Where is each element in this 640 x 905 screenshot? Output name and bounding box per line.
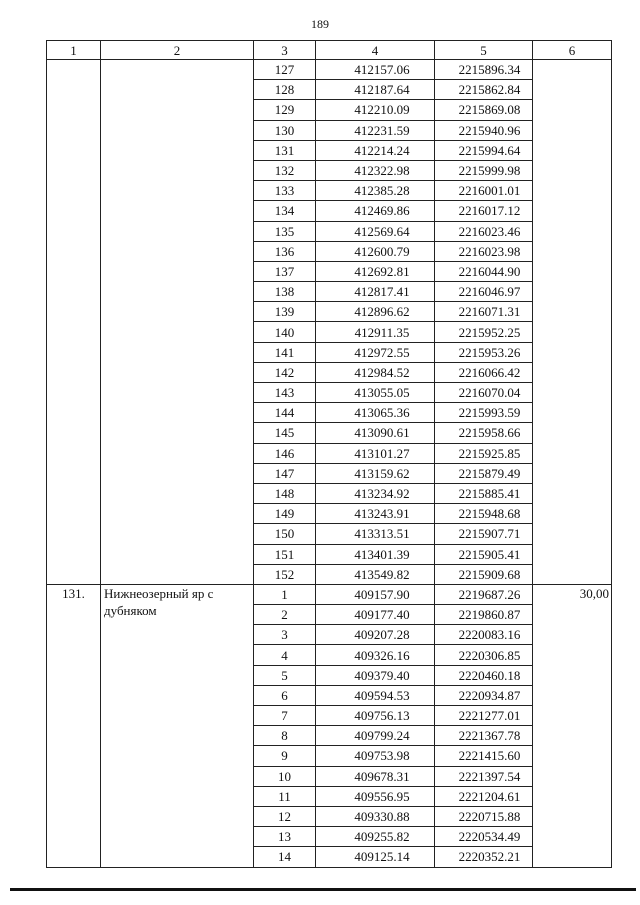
point-number: 11 xyxy=(254,786,316,806)
coord-y: 2219687.26 xyxy=(435,584,533,604)
coord-y: 2221367.78 xyxy=(435,726,533,746)
point-number: 6 xyxy=(254,685,316,705)
coord-x: 409177.40 xyxy=(316,605,435,625)
coord-x: 413243.91 xyxy=(316,504,435,524)
coord-y: 2220715.88 xyxy=(435,806,533,826)
coord-x: 412322.98 xyxy=(316,160,435,180)
coord-x: 409678.31 xyxy=(316,766,435,786)
coord-x: 413549.82 xyxy=(316,564,435,584)
coord-x: 409326.16 xyxy=(316,645,435,665)
coord-y: 2215958.66 xyxy=(435,423,533,443)
coord-y: 2215905.41 xyxy=(435,544,533,564)
column-header-5: 5 xyxy=(435,41,533,60)
point-number: 127 xyxy=(254,60,316,80)
coord-x: 412569.64 xyxy=(316,221,435,241)
coord-x: 409157.90 xyxy=(316,584,435,604)
column-header-6: 6 xyxy=(533,41,612,60)
coord-y: 2215862.84 xyxy=(435,80,533,100)
point-number: 145 xyxy=(254,423,316,443)
point-number: 131 xyxy=(254,140,316,160)
coord-y: 2220460.18 xyxy=(435,665,533,685)
column-header-4: 4 xyxy=(316,41,435,60)
bottom-rule xyxy=(10,888,636,891)
point-number: 146 xyxy=(254,443,316,463)
coord-y: 2215994.64 xyxy=(435,140,533,160)
coord-y: 2220306.85 xyxy=(435,645,533,665)
coord-x: 413159.62 xyxy=(316,463,435,483)
point-number: 139 xyxy=(254,302,316,322)
coord-y: 2215999.98 xyxy=(435,160,533,180)
entry-name-cell xyxy=(101,60,254,585)
point-number: 2 xyxy=(254,605,316,625)
coord-y: 2216017.12 xyxy=(435,201,533,221)
point-number: 1 xyxy=(254,584,316,604)
coord-x: 412385.28 xyxy=(316,181,435,201)
point-number: 143 xyxy=(254,383,316,403)
entry-number: 131. xyxy=(47,584,101,867)
coord-x: 409207.28 xyxy=(316,625,435,645)
point-number: 5 xyxy=(254,665,316,685)
point-number: 135 xyxy=(254,221,316,241)
coord-y: 2215896.34 xyxy=(435,60,533,80)
coord-x: 413313.51 xyxy=(316,524,435,544)
point-number: 136 xyxy=(254,241,316,261)
coord-y: 2216023.46 xyxy=(435,221,533,241)
point-number: 150 xyxy=(254,524,316,544)
coord-y: 2215907.71 xyxy=(435,524,533,544)
entry-number-cell xyxy=(47,60,101,585)
coord-y: 2220083.16 xyxy=(435,625,533,645)
coord-y: 2215885.41 xyxy=(435,483,533,503)
coord-y: 2221397.54 xyxy=(435,766,533,786)
coord-x: 412896.62 xyxy=(316,302,435,322)
coord-y: 2216066.42 xyxy=(435,362,533,382)
coord-x: 409255.82 xyxy=(316,827,435,847)
entry-name: Нижнеозерный яр с дубняком xyxy=(101,584,254,867)
point-number: 152 xyxy=(254,564,316,584)
coord-y: 2215879.49 xyxy=(435,463,533,483)
point-number: 12 xyxy=(254,806,316,826)
coord-x: 413234.92 xyxy=(316,483,435,503)
entry-area: 30,00 xyxy=(533,584,612,867)
table-row xyxy=(47,584,612,604)
coord-y: 2220352.21 xyxy=(435,847,533,867)
coord-x: 413101.27 xyxy=(316,443,435,463)
coord-y: 2216046.97 xyxy=(435,282,533,302)
coord-y: 2219860.87 xyxy=(435,605,533,625)
point-number: 151 xyxy=(254,544,316,564)
coord-x: 409753.98 xyxy=(316,746,435,766)
coord-y: 2220934.87 xyxy=(435,685,533,705)
coord-x: 409756.13 xyxy=(316,706,435,726)
area-cell xyxy=(533,60,612,585)
point-number: 3 xyxy=(254,625,316,645)
coord-x: 412972.55 xyxy=(316,342,435,362)
point-number: 147 xyxy=(254,463,316,483)
point-number: 149 xyxy=(254,504,316,524)
point-number: 130 xyxy=(254,120,316,140)
point-number: 142 xyxy=(254,362,316,382)
coord-x: 409594.53 xyxy=(316,685,435,705)
page-number: 189 xyxy=(311,17,329,31)
point-number: 144 xyxy=(254,403,316,423)
coord-y: 2215869.08 xyxy=(435,100,533,120)
coord-y: 2221415.60 xyxy=(435,746,533,766)
coord-x: 409330.88 xyxy=(316,806,435,826)
coord-y: 2215953.26 xyxy=(435,342,533,362)
point-number: 138 xyxy=(254,282,316,302)
point-number: 4 xyxy=(254,645,316,665)
point-number: 8 xyxy=(254,726,316,746)
coord-x: 412984.52 xyxy=(316,362,435,382)
point-number: 13 xyxy=(254,827,316,847)
coord-x: 412157.06 xyxy=(316,60,435,80)
coord-x: 412231.59 xyxy=(316,120,435,140)
coord-y: 2215925.85 xyxy=(435,443,533,463)
coord-x: 412214.24 xyxy=(316,140,435,160)
point-number: 10 xyxy=(254,766,316,786)
point-number: 132 xyxy=(254,160,316,180)
point-number: 129 xyxy=(254,100,316,120)
coord-x: 412600.79 xyxy=(316,241,435,261)
coord-y: 2215993.59 xyxy=(435,403,533,423)
coord-y: 2215909.68 xyxy=(435,564,533,584)
table-row xyxy=(47,60,612,80)
column-header-1: 1 xyxy=(47,41,101,60)
point-number: 140 xyxy=(254,322,316,342)
coord-x: 409125.14 xyxy=(316,847,435,867)
coord-x: 412692.81 xyxy=(316,261,435,281)
coord-x: 409799.24 xyxy=(316,726,435,746)
point-number: 7 xyxy=(254,706,316,726)
coordinates-table xyxy=(46,40,612,868)
coord-y: 2216001.01 xyxy=(435,181,533,201)
coord-x: 412817.41 xyxy=(316,282,435,302)
coord-x: 413055.05 xyxy=(316,383,435,403)
coord-y: 2215952.25 xyxy=(435,322,533,342)
column-header-3: 3 xyxy=(254,41,316,60)
point-number: 14 xyxy=(254,847,316,867)
point-number: 9 xyxy=(254,746,316,766)
coord-x: 412187.64 xyxy=(316,80,435,100)
coord-x: 413065.36 xyxy=(316,403,435,423)
coord-y: 2216070.04 xyxy=(435,383,533,403)
coord-y: 2215940.96 xyxy=(435,120,533,140)
point-number: 128 xyxy=(254,80,316,100)
coord-x: 409556.95 xyxy=(316,786,435,806)
point-number: 137 xyxy=(254,261,316,281)
coord-x: 413401.39 xyxy=(316,544,435,564)
coord-y: 2221277.01 xyxy=(435,706,533,726)
coord-x: 412911.35 xyxy=(316,322,435,342)
coord-y: 2215948.68 xyxy=(435,504,533,524)
coord-y: 2220534.49 xyxy=(435,827,533,847)
point-number: 141 xyxy=(254,342,316,362)
point-number: 148 xyxy=(254,483,316,503)
point-number: 133 xyxy=(254,181,316,201)
point-number: 134 xyxy=(254,201,316,221)
coord-y: 2216071.31 xyxy=(435,302,533,322)
column-header-2: 2 xyxy=(101,41,254,60)
header-row xyxy=(47,41,612,60)
coord-x: 409379.40 xyxy=(316,665,435,685)
coord-x: 412469.86 xyxy=(316,201,435,221)
coord-x: 413090.61 xyxy=(316,423,435,443)
coord-y: 2216023.98 xyxy=(435,241,533,261)
coord-y: 2216044.90 xyxy=(435,261,533,281)
coord-x: 412210.09 xyxy=(316,100,435,120)
coord-y: 2221204.61 xyxy=(435,786,533,806)
